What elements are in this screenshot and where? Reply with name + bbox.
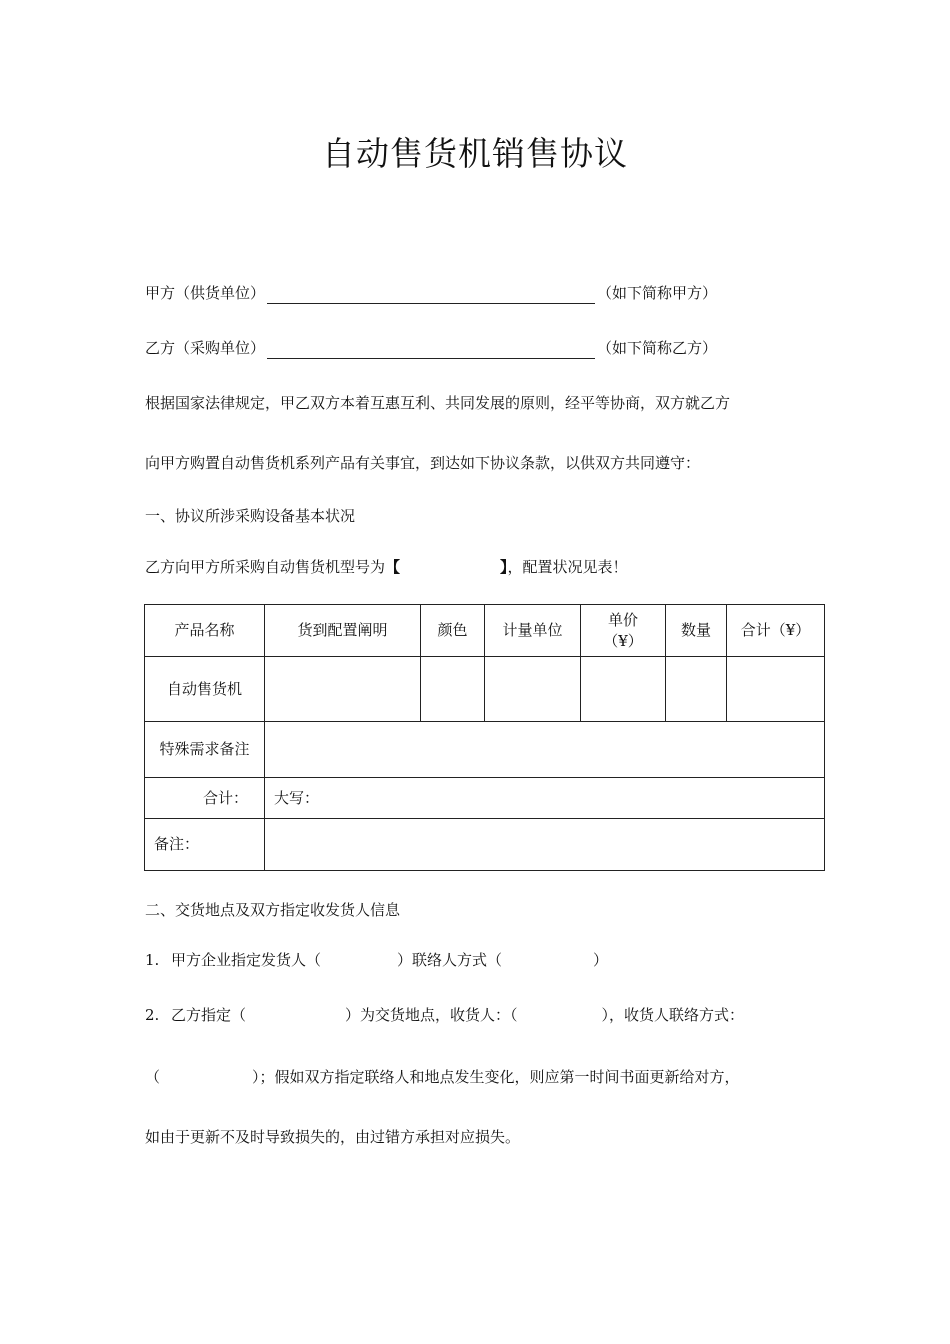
header-color: 颜色 [421,605,485,657]
header-unit: 计量单位 [485,605,581,657]
item2-part-c: ），收货人联络方式： [601,1006,745,1024]
model-suffix: ，配置状况见表！ [507,558,628,576]
unit-cell[interactable] [485,657,581,722]
party-b-suffix: （如下简称乙方） [597,339,718,357]
item2-part-b: ）为交货地点，收货人：（ [345,1006,518,1024]
item1-line [145,949,608,971]
notes-cell[interactable] [265,819,825,871]
special-needs-label: 特殊需求备注 [145,722,265,778]
continuation-text: ）；假如双方指定联络人和地点发生变化，则应第一时间书面更新给对方， [252,1068,740,1086]
header-unit-price-currency: （¥） [603,631,643,650]
party-a-line [145,282,717,304]
config-cell[interactable] [265,657,421,722]
item1-part-c: ） [593,951,609,969]
sum-capital-cell[interactable]: 大写： [265,778,825,819]
notes-row [145,819,825,871]
page-title: 自动售货机销售协议 [322,134,628,173]
item2-continuation [145,1066,740,1088]
unit-price-cell[interactable] [581,657,666,722]
item2-number: 2. [145,1006,160,1024]
quantity-cell[interactable] [666,657,727,722]
section1-heading: 一、协议所涉采购设备基本状况 [145,507,356,525]
header-unit-price [581,605,666,657]
sum-label: 合计： [145,778,265,819]
party-b-line [145,337,717,359]
header-quantity: 数量 [666,605,727,657]
item1-part-a: 甲方企业指定发货人（ [171,951,322,969]
bracket-open: 【 [385,558,401,576]
bracket-close: 】 [500,558,508,576]
config-table [144,604,825,871]
item2-line [145,1004,744,1026]
model-line [145,556,628,578]
intro-line-2: 向甲方购置自动售货机系列产品有关事宜，到达如下协议条款，以供双方共同遵守： [145,454,701,472]
header-product-name: 产品名称 [145,605,265,657]
sum-row [145,778,825,819]
color-cell[interactable] [421,657,485,722]
party-b-label: 乙方（采购单位） [145,339,266,357]
header-config: 货到配置阐明 [265,605,421,657]
party-a-blank [267,283,595,304]
table-header-row [145,605,825,657]
model-prefix: 乙方向甲方所采购自动售货机型号为 [145,558,386,576]
special-needs-cell[interactable] [265,722,825,778]
section2-heading: 二、交货地点及双方指定收发货人信息 [145,901,401,919]
party-b-blank [267,338,595,359]
product-name-cell: 自动售货机 [145,657,265,722]
special-needs-row [145,722,825,778]
item1-part-b: ）联络人方式（ [397,951,503,969]
header-unit-price-label: 单价 [607,610,638,629]
header-total: 合计（¥） [727,605,825,657]
item1-number: 1. [145,951,160,969]
notes-label: 备注： [145,819,265,871]
intro-line-1: 根据国家法律规定，甲乙双方本着互惠互利、共同发展的原则，经平等协商，双方就乙方 [145,394,731,412]
item2-last-line: 如由于更新不及时导致损失的，由过错方承担对应损失。 [145,1128,521,1146]
party-a-label: 甲方（供货单位） [145,284,266,302]
continuation-open: （ [145,1068,161,1086]
total-cell[interactable] [727,657,825,722]
table-row [145,657,825,722]
item2-part-a: 乙方指定（ [171,1006,247,1024]
party-a-suffix: （如下简称甲方） [597,284,718,302]
